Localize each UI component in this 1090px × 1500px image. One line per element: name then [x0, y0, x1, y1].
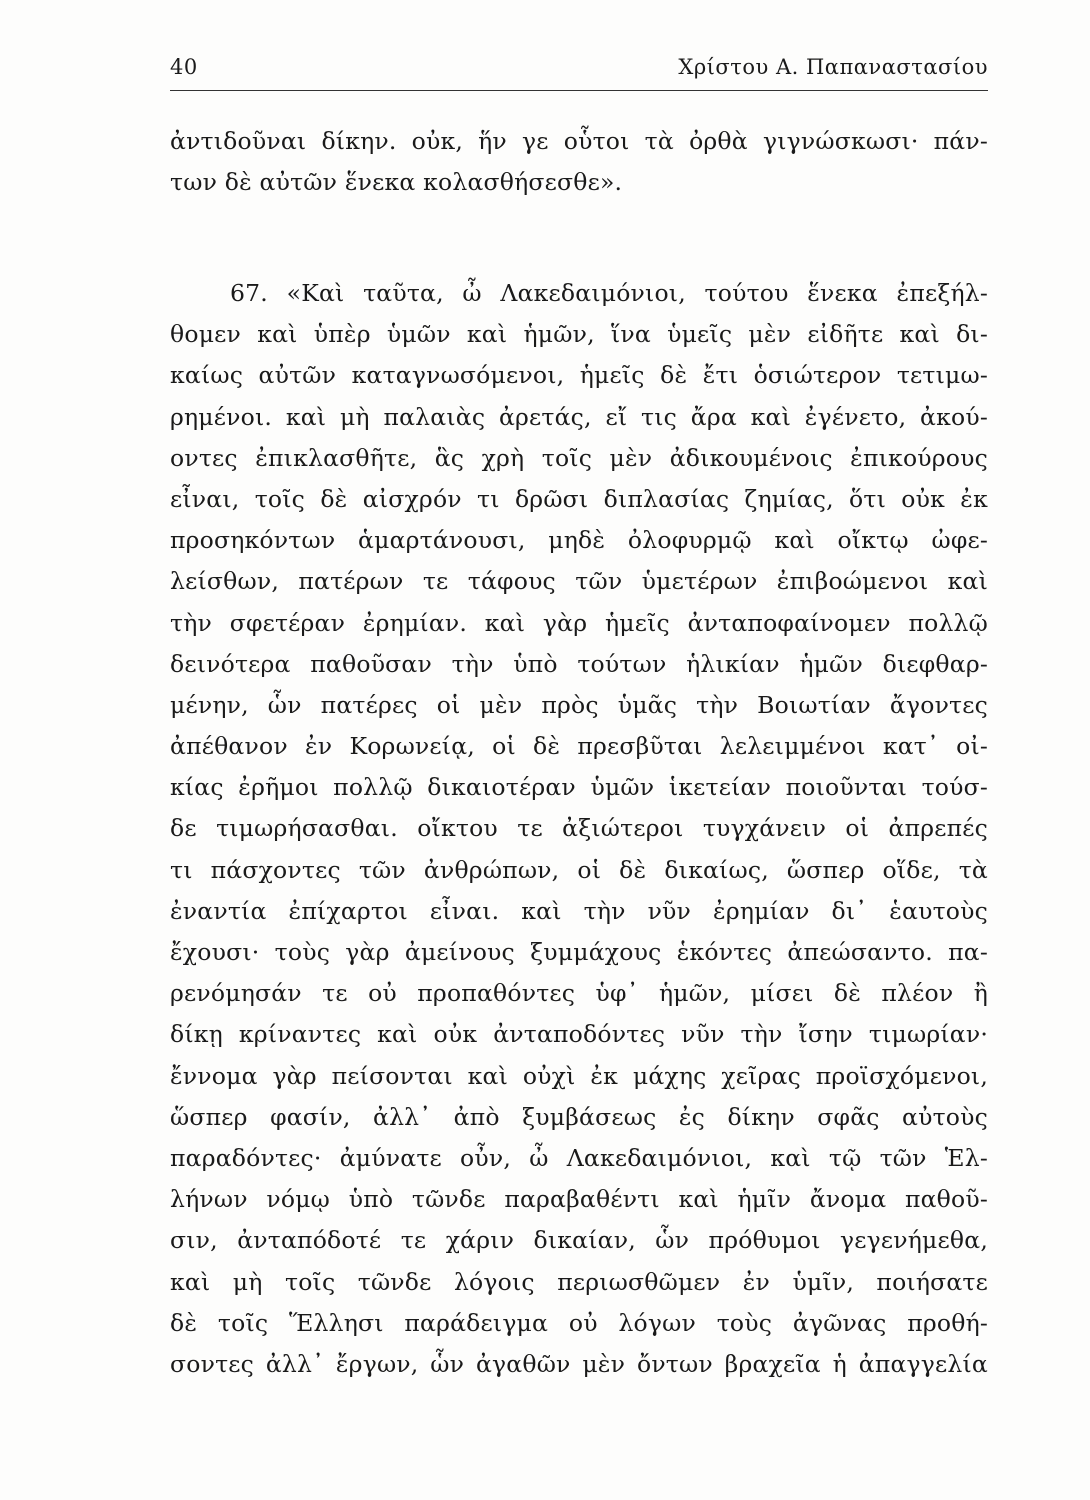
text-line: 67. «Καὶ ταῦτα, ὦ Λακεδαιμόνιοι, τούτου ἕνεκα ἐπεξήλ- — [230, 279, 988, 307]
text-line: εἶναι, τοῖς δὲ αἰσχρόν τι δρῶσι διπλασίας ζημίας, ὅτι οὐκ ἐκ — [170, 484, 988, 513]
text-line: παραδόντες· ἀμύνατε οὖν, ὦ Λακεδαιμόνιοι, καὶ τῷ τῶν Ἑλ- — [170, 1143, 988, 1172]
text-line: τὴν σφετέραν ἐρημίαν. καὶ γὰρ ἡμεῖς ἀνταποφαίνομεν πολλῷ — [170, 608, 988, 637]
text-line: τι πάσχοντες τῶν ἀνθρώπων, οἱ δὲ δικαίως, ὥσπερ οἵδε, τὰ — [170, 855, 988, 884]
paragraph-67 — [170, 273, 988, 1385]
text-line: κίας ἐρῆμοι πολλῷ δικαιοτέραν ὑμῶν ἱκετείαν ποιοῦνται τούσ- — [170, 773, 988, 802]
text-line: δίκῃ κρίναντες καὶ οὐκ ἀνταποδόντες νῦν τὴν ἴσην τιμωρίαν· — [170, 1020, 988, 1049]
text-line: δεινότερα παθοῦσαν τὴν ὑπὸ τούτων ἡλικίαν ἡμῶν διεφθαρ- — [170, 649, 988, 678]
text-line: ἔννομα γὰρ πείσονται καὶ οὐχὶ ἐκ μάχης χεῖρας προϊσχόμενοι, — [170, 1061, 988, 1090]
text-line: σιν, ἀνταπόδοτέ τε χάριν δικαίαν, ὧν πρόθυμοι γεγενήμεθα, — [170, 1226, 988, 1255]
text-line: δε τιμωρήσασθαι. οἴκτου τε ἀξιώτεροι τυγχάνειν οἱ ἀπρεπές — [170, 814, 988, 843]
running-head — [170, 55, 988, 85]
text-line: των δὲ αὐτῶν ἕνεκα κολασθήσεσθε». — [170, 168, 623, 197]
text-line: μένην, ὧν πατέρες οἱ μὲν πρὸς ὑμᾶς τὴν Βοιωτίαν ἄγοντες — [170, 690, 988, 719]
text-line: σοντες ἀλλ᾽ ἔργων, ὧν ἀγαθῶν μὲν ὄντων βραχεῖα ἡ ἀπαγγελία — [170, 1349, 988, 1378]
paragraph-continuation — [170, 121, 988, 203]
running-title: Χρίστου Α. Παπαναστασίου — [678, 55, 988, 79]
text-line: οντες ἐπικλασθῆτε, ἃς χρὴ τοῖς μὲν ἀδικουμένοις ἐπικούρους — [170, 443, 988, 472]
text-line: θομεν καὶ ὑπὲρ ὑμῶν καὶ ἡμῶν, ἵνα ὑμεῖς μὲν εἰδῆτε καὶ δι- — [170, 320, 988, 349]
text-line: καίως αὐτῶν καταγνωσόμενοι, ἡμεῖς δὲ ἔτι ὁσιώτερον τετιμω- — [170, 361, 988, 390]
text-line: ἀντιδοῦναι δίκην. οὐκ, ἥν γε οὗτοι τὰ ὀρθὰ γιγνώσκωσι· πάν- — [170, 127, 988, 155]
text-line: καὶ μὴ τοῖς τῶνδε λόγοις περιωσθῶμεν ἐν ὑμῖν, ποιήσατε — [170, 1267, 988, 1296]
text-line: δὲ τοῖς Ἕλλησι παράδειγμα οὐ λόγων τοὺς ἀγῶνας προθή- — [170, 1308, 988, 1337]
text-line: ἀπέθανον ἐν Κορωνείᾳ, οἱ δὲ πρεσβῦται λελειμμένοι κατ᾽ οἰ- — [170, 732, 988, 761]
text-line: ὥσπερ φασίν, ἀλλ᾽ ἀπὸ ξυμβάσεως ἐς δίκην σφᾶς αὐτοὺς — [170, 1102, 988, 1131]
text-line: λείσθων, πατέρων τε τάφους τῶν ὑμετέρων ἐπιβοώμενοι καὶ — [170, 567, 988, 596]
text-line: ἐναντία ἐπίχαρτοι εἶναι. καὶ τὴν νῦν ἐρημίαν δι᾽ ἑαυτοὺς — [170, 896, 988, 925]
header-rule — [170, 90, 988, 91]
page-number: 40 — [170, 55, 198, 79]
text-line: ρημένοι. καὶ μὴ παλαιὰς ἀρετάς, εἴ τις ἄρα καὶ ἐγένετο, ἀκού- — [170, 402, 988, 431]
text-line: λήνων νόμῳ ὑπὸ τῶνδε παραβαθέντι καὶ ἡμῖν ἄνομα παθοῦ- — [170, 1185, 988, 1214]
text-line: ρενόμησάν τε οὐ προπαθόντες ὑφ᾽ ἡμῶν, μίσει δὲ πλέον ἢ — [170, 979, 988, 1008]
text-line: προσηκόντων ἁμαρτάνουσι, μηδὲ ὀλοφυρμῷ καὶ οἴκτῳ ὠφε- — [170, 526, 988, 555]
text-line: ἔχουσι· τοὺς γὰρ ἀμείνους ξυμμάχους ἑκόντες ἀπεώσαντο. πα- — [170, 938, 988, 966]
